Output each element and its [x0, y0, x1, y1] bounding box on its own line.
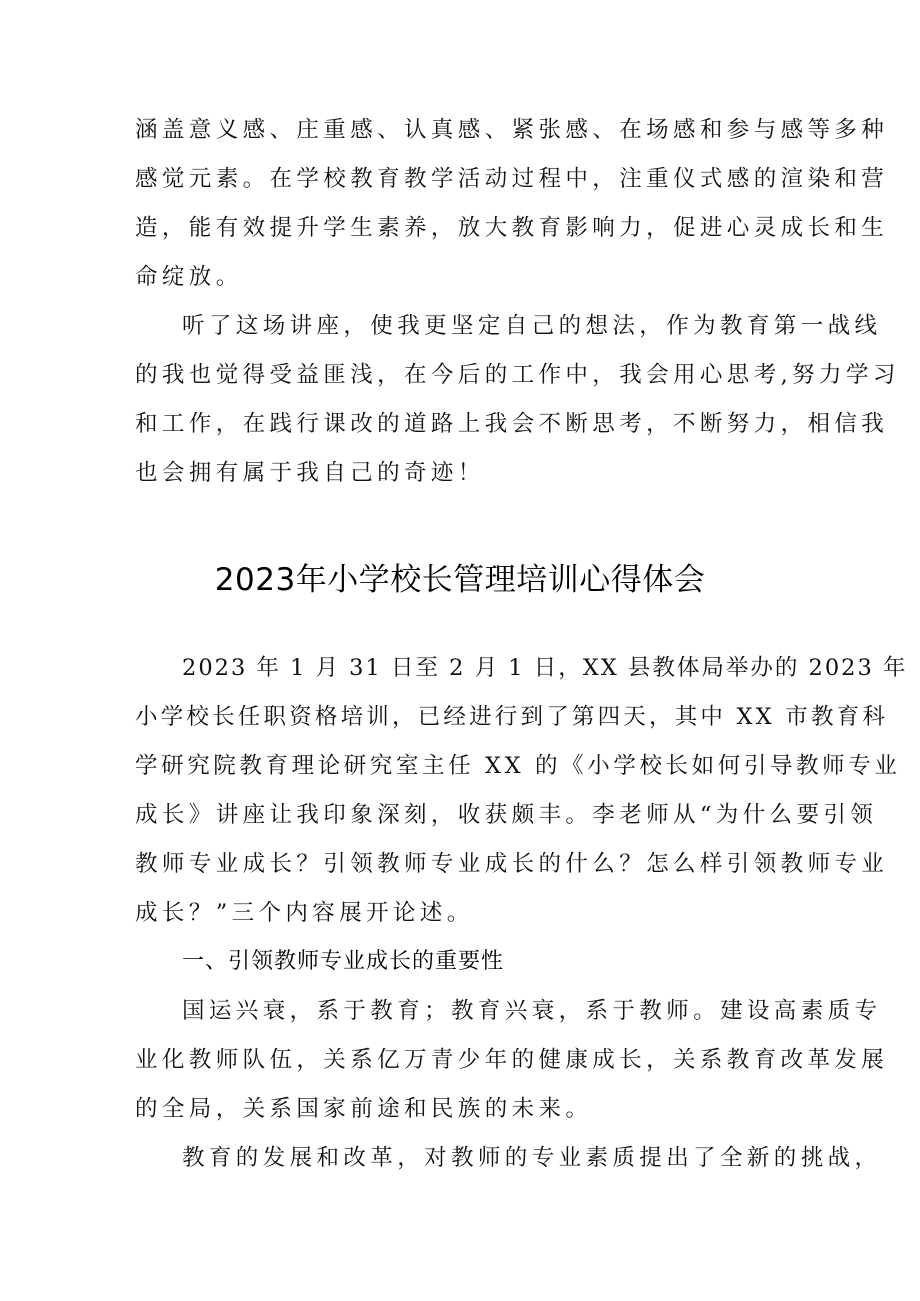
paragraph-line: 涵盖意义感、庄重感、认真感、紧张感、在场感和参与感等多种	[135, 117, 889, 143]
article-title: 2023年小学校长管理培训心得体会	[214, 562, 706, 598]
section-heading: 一、引领教师专业成长的重要性	[182, 949, 505, 974]
paragraph-line: 感觉元素。在学校教育教学活动过程中，注重仪式感的渲染和营	[135, 166, 889, 192]
paragraph-line: 国运兴衰，系于教育；教育兴衰，系于教师。建设高素质专	[182, 998, 882, 1024]
paragraph-line: 命绽放。	[135, 264, 243, 290]
paragraph-line: 业化教师队伍，关系亿万青少年的健康成长，关系教育改革发展	[135, 1047, 889, 1073]
paragraph-line: 也会拥有属于我自己的奇迹！	[135, 460, 485, 486]
paragraph-line: 教师专业成长？引领教师专业成长的什么？怎么样引领教师专业	[135, 851, 889, 877]
paragraph-line: 小学校长任职资格培训，已经进行到了第四天，其中 XX 市教育科	[135, 704, 889, 730]
paragraph-line: 学研究院教育理论研究室主任 XX 的《小学校长如何引导教师专业	[135, 753, 901, 779]
paragraph-line: 听了这场讲座，使我更坚定自己的想法，作为教育第一战线	[182, 313, 882, 339]
paragraph-line: 成长》讲座让我印象深刻，收获颇丰。李老师从“为什么要引领	[135, 802, 878, 828]
paragraph-line: 的全局，关系国家前途和民族的未来。	[135, 1096, 593, 1122]
paragraph-line: 成长？”三个内容展开论述。	[135, 900, 474, 926]
paragraph-line: 的我也觉得受益匪浅，在今后的工作中，我会用心思考,努力学习	[135, 362, 900, 388]
paragraph-line: 造，能有效提升学生素养，放大教育影响力，促进心灵成长和生	[135, 215, 889, 241]
paragraph-line: 教育的发展和改革，对教师的专业素质提出了全新的挑战，	[182, 1145, 882, 1171]
paragraph-line: 2023 年 1 月 31 日至 2 月 1 日，XX 县教体局举办的 2023 年	[182, 655, 908, 681]
paragraph-line: 和工作，在践行课改的道路上我会不断思考，不断努力，相信我	[135, 411, 889, 437]
